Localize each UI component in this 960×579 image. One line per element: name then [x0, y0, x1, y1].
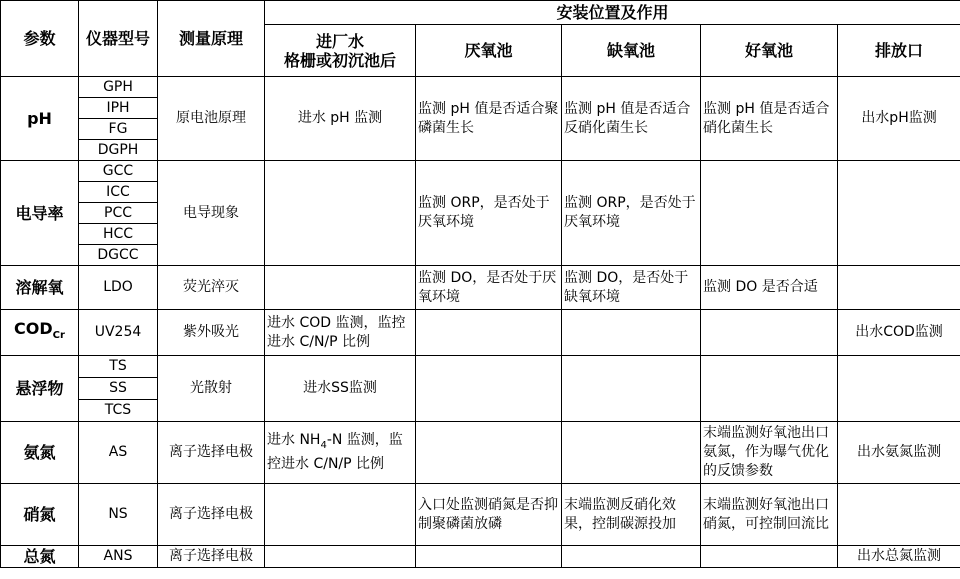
model-cell: IPH	[79, 98, 158, 119]
header-anoxic: 缺氧池	[562, 25, 701, 77]
aerobic-nitrate: 末端监测好氧池出口硝氮，可控制回流比	[701, 484, 838, 546]
aerobic-ph: 监测 pH 值是否适合硝化菌生长	[701, 77, 838, 161]
outlet-ph: 出水pH监测	[838, 77, 960, 161]
model-cell: GCC	[79, 161, 158, 182]
param-nitrate: 硝氮	[1, 484, 79, 546]
param-ammonia: 氨氮	[1, 422, 79, 484]
anaerobic-ss	[416, 356, 562, 422]
param-cod: $COD_{Cr}$	[1, 310, 79, 356]
anaerobic-do: 监测 DO，是否处于厌氧环境	[416, 266, 562, 310]
header-aerobic: 好氧池	[701, 25, 838, 77]
model-cell: DGCC	[79, 245, 158, 266]
model-cell: FG	[79, 119, 158, 140]
header-outlet: 排放口	[838, 25, 960, 77]
param-conductivity: 电导率	[1, 161, 79, 266]
anoxic-ss	[562, 356, 701, 422]
inlet-ammonia: 进水 $NH_4-N$ 监测，监控进水 C/N/P 比例	[265, 422, 416, 484]
anaerobic-ph: 监测 pH 值是否适合聚磷菌生长	[416, 77, 562, 161]
model-cell: UV254	[79, 310, 158, 356]
model-cell: PCC	[79, 203, 158, 224]
principle-ss: 光散射	[158, 356, 265, 422]
outlet-ss	[838, 356, 960, 422]
principle-ph: 原电池原理	[158, 77, 265, 161]
model-cell: LDO	[79, 266, 158, 310]
principle-conductivity: 电导现象	[158, 161, 265, 266]
header-install: 安装位置及作用	[265, 1, 960, 25]
model-cell: TCS	[79, 400, 158, 422]
inlet-ss: 进水SS监测	[265, 356, 416, 422]
header-anaerobic: 厌氧池	[416, 25, 562, 77]
aerobic-ammonia: 末端监测好氧池出口氨氮，作为曝气优化的反馈参数	[701, 422, 838, 484]
principle-cod: 紫外吸光	[158, 310, 265, 356]
anoxic-conductivity: 监测 ORP，是否处于厌氧环境	[562, 161, 701, 266]
principle-total-nitrogen: 离子选择电极	[158, 546, 265, 568]
model-cell: NS	[79, 484, 158, 546]
anaerobic-total-nitrogen	[416, 546, 562, 568]
model-cell: AS	[79, 422, 158, 484]
header-inlet: 进厂水 格栅或初沉池后	[265, 25, 416, 77]
outlet-cod: 出水COD监测	[838, 310, 960, 356]
inlet-ph: 进水 pH 监测	[265, 77, 416, 161]
outlet-nitrate	[838, 484, 960, 546]
inlet-nitrate	[265, 484, 416, 546]
model-cell: ANS	[79, 546, 158, 568]
principle-do: 荧光淬灭	[158, 266, 265, 310]
aerobic-ss	[701, 356, 838, 422]
principle-nitrate: 离子选择电极	[158, 484, 265, 546]
param-do: 溶解氧	[1, 266, 79, 310]
principle-ammonia: 离子选择电极	[158, 422, 265, 484]
anaerobic-cod	[416, 310, 562, 356]
model-cell: SS	[79, 378, 158, 400]
outlet-conductivity	[838, 161, 960, 266]
model-cell: GPH	[79, 77, 158, 98]
outlet-ammonia: 出水氨氮监测	[838, 422, 960, 484]
anaerobic-conductivity: 监测 ORP，是否处于厌氧环境	[416, 161, 562, 266]
anoxic-ammonia	[562, 422, 701, 484]
aerobic-conductivity	[701, 161, 838, 266]
anoxic-do: 监测 DO，是否处于缺氧环境	[562, 266, 701, 310]
param-ss: 悬浮物	[1, 356, 79, 422]
model-cell: ICC	[79, 182, 158, 203]
header-principle: 测量原理	[158, 1, 265, 77]
header-model: 仪器型号	[79, 1, 158, 77]
aerobic-total-nitrogen	[701, 546, 838, 568]
anoxic-nitrate: 末端监测反硝化效果，控制碳源投加	[562, 484, 701, 546]
aerobic-do: 监测 DO 是否合适	[701, 266, 838, 310]
header-param: 参数	[1, 1, 79, 77]
inlet-total-nitrogen	[265, 546, 416, 568]
inlet-cod: 进水 COD 监测，监控进水 C/N/P 比例	[265, 310, 416, 356]
outlet-total-nitrogen: 出水总氮监测	[838, 546, 960, 568]
aerobic-cod	[701, 310, 838, 356]
anoxic-ph: 监测 pH 值是否适合反硝化菌生长	[562, 77, 701, 161]
param-ph: pH	[1, 77, 79, 161]
anaerobic-ammonia	[416, 422, 562, 484]
param-total-nitrogen: 总氮	[1, 546, 79, 568]
model-cell: TS	[79, 356, 158, 378]
inlet-do	[265, 266, 416, 310]
model-cell: DGPH	[79, 140, 158, 161]
anoxic-total-nitrogen	[562, 546, 701, 568]
inlet-conductivity	[265, 161, 416, 266]
model-cell: HCC	[79, 224, 158, 245]
anoxic-cod	[562, 310, 701, 356]
outlet-do	[838, 266, 960, 310]
anaerobic-nitrate: 入口处监测硝氮是否抑制聚磷菌放磷	[416, 484, 562, 546]
